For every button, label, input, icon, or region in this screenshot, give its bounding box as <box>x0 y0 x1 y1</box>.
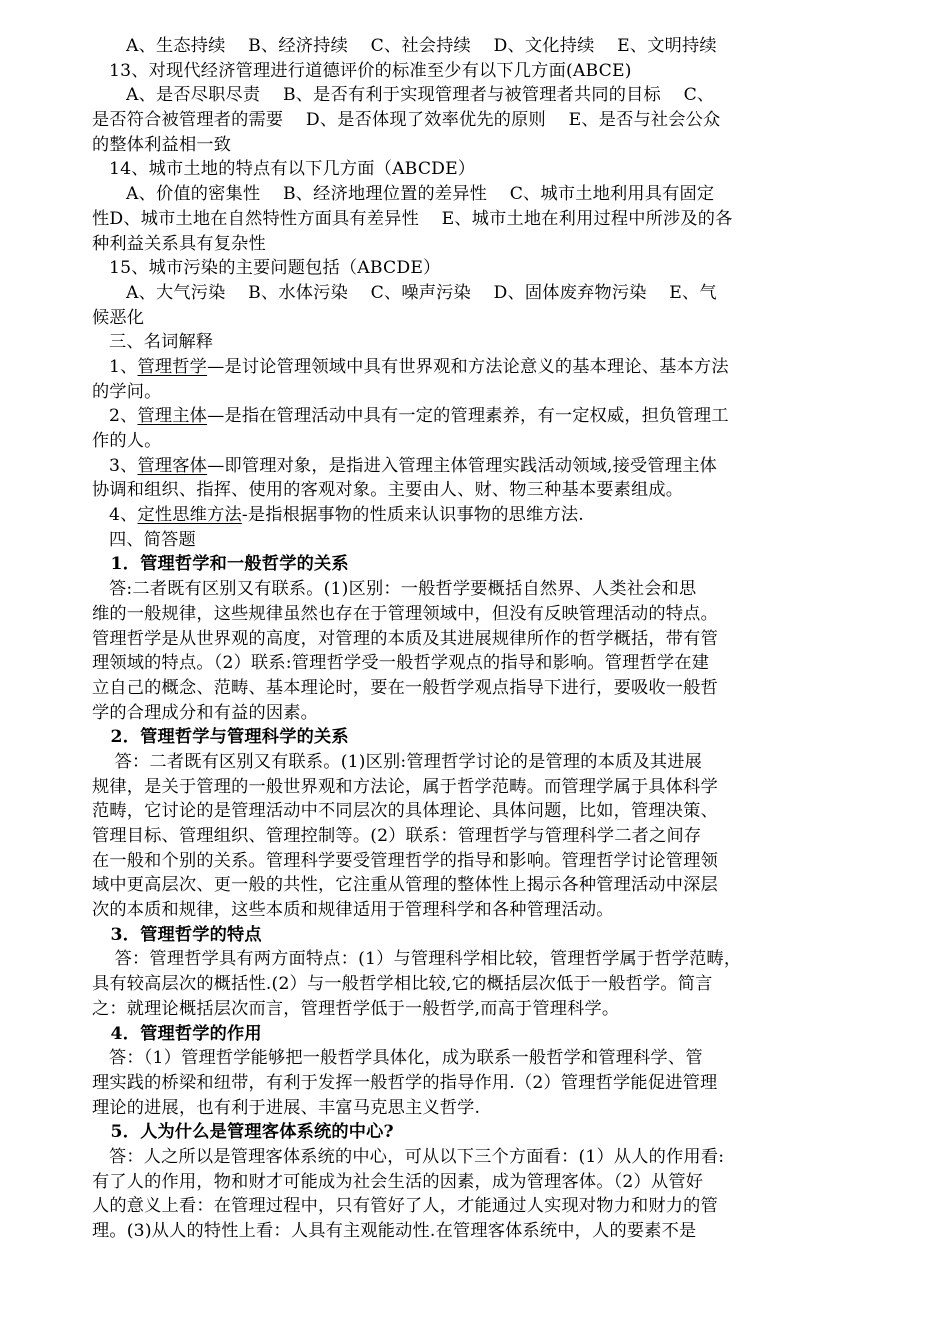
text-line <box>92 1170 907 1195</box>
text-line <box>92 849 907 874</box>
text-line <box>92 454 907 479</box>
line-text: A、大气污染 B、水体污染 C、噪声污染 D、固体废弃物污染 E、气 <box>92 282 717 303</box>
line-text: 之：就理论概括层次而言，管理哲学低于一般哲学,而高于管理科学。 <box>92 998 620 1019</box>
text-line <box>92 1194 907 1219</box>
text-line <box>92 972 907 997</box>
text-line <box>92 873 907 898</box>
text-line <box>92 34 907 59</box>
line-text: 理领域的特点。（2）联系:管理哲学受一般哲学观点的指导和影响。管理哲学在建 <box>92 653 710 674</box>
line-text: 候恶化 <box>92 307 145 328</box>
text-line <box>92 429 907 454</box>
section-heading <box>92 1022 907 1047</box>
line-text: 作的人。 <box>92 431 162 451</box>
line-text: 15、城市污染的主要问题包括（ABCDE） <box>92 258 441 279</box>
text-line <box>92 627 907 652</box>
line-text: 是否符合被管理者的需要 D、是否体现了效率优先的原则 E、是否与社会公众 <box>92 110 721 131</box>
text-line <box>92 997 907 1022</box>
text-line <box>92 1071 907 1096</box>
line-text: 立自己的概念、范畴、基本理论时，要在一般哲学观点指导下进行，要吸收一般哲 <box>92 677 718 698</box>
line-text: 答:二者既有区别又有联系。(1)区别：一般哲学要概括自然界、人类社会和思 <box>92 579 697 600</box>
line-text: 的整体利益相一致 <box>92 134 232 155</box>
text-line <box>92 157 907 182</box>
text-line <box>92 676 907 701</box>
line-text: 2、 <box>92 406 138 427</box>
text-line <box>92 824 907 849</box>
text-line <box>92 108 907 133</box>
definition-text: —即管理对象，是指进入管理主体管理实践活动领域,接受管理主体 <box>207 455 717 476</box>
text-line <box>92 577 907 602</box>
line-text: 具有较高层次的概括性.(2）与一般哲学相比较,它的概括层次低于一般哲学。简言 <box>92 974 713 995</box>
line-text: 的学问。 <box>92 381 162 402</box>
text-line <box>92 256 907 281</box>
line-text: 种利益关系具有复杂性 <box>92 233 266 254</box>
text-line <box>92 281 907 306</box>
section-heading <box>92 1120 907 1145</box>
line-text: 人的意义上看：在管理过程中，只有管好了人，才能通过人实现对物力和财力的管 <box>92 1196 718 1217</box>
text-line <box>92 59 907 84</box>
text-line <box>92 528 907 553</box>
line-text: 4．管理哲学的作用 <box>92 1023 262 1044</box>
line-text: 协调和组织、指挥、使用的客观对象。主要由人、财、物三种基本要素组成。 <box>92 480 684 501</box>
line-text: 三、名词解释 <box>92 332 214 353</box>
line-text: 1．管理哲学和一般哲学的关系 <box>92 554 349 575</box>
line-text: 1、 <box>92 356 138 377</box>
line-text: 3、 <box>92 455 138 476</box>
text-line <box>92 355 907 380</box>
line-text: 3．管理哲学的特点 <box>92 924 262 945</box>
line-text: A、是否尽职尽责 B、是否有利于实现管理者与被管理者共同的目标 C、 <box>92 85 715 106</box>
text-line <box>92 404 907 429</box>
line-text: 14、城市土地的特点有以下几方面（ABCDE） <box>92 159 476 180</box>
line-text: 次的本质和规律，这些本质和规律适用于管理科学和各种管理活动。 <box>92 900 614 921</box>
text-line <box>92 1219 907 1244</box>
text-line <box>92 775 907 800</box>
text-line <box>92 602 907 627</box>
text-line <box>92 947 907 972</box>
text-line <box>92 799 907 824</box>
text-line <box>92 207 907 232</box>
defined-term: 定性思维方法 <box>137 505 242 526</box>
text-line <box>92 330 907 355</box>
defined-term: 管理主体 <box>137 406 208 427</box>
line-text: 性D、城市土地在自然特性方面具有差异性 E、城市土地在利用过程中所涉及的各 <box>92 208 733 229</box>
line-text: 范畴，它讨论的是管理活动中不同层次的具体理论、具体问题，比如，管理决策、 <box>92 801 718 822</box>
text-line <box>92 898 907 923</box>
line-text: 13、对现代经济管理进行道德评价的标准至少有以下几方面(ABCE) <box>92 60 632 81</box>
text-line <box>92 232 907 257</box>
line-text: 理。(3)从人的特性上看：人具有主观能动性.在管理客体系统中，人的要素不是 <box>92 1221 697 1241</box>
text-line <box>92 478 907 503</box>
definition-text: -是指根据事物的性质来认识事物的思维方法. <box>241 505 584 526</box>
defined-term: 管理哲学 <box>137 356 208 377</box>
text-line <box>92 182 907 207</box>
line-text: A、生态持续 B、经济持续 C、社会持续 D、文化持续 E、文明持续 <box>92 36 717 56</box>
text-line <box>92 1145 907 1170</box>
line-text: 规律，是关于管理的一般世界观和方法论，属于哲学范畴。而管理学属于具体科学 <box>92 776 718 797</box>
section-heading <box>92 923 907 948</box>
text-line <box>92 1096 907 1121</box>
line-text: 在一般和个别的关系。管理科学要受管理哲学的指导和影响。管理哲学讨论管理领 <box>92 850 718 871</box>
text-line <box>92 1046 907 1071</box>
line-text: 管理目标、管理组织、管理控制等。(2）联系：管理哲学与管理科学二者之间存 <box>92 826 702 846</box>
line-text: 4、 <box>92 505 138 526</box>
line-text: 域中更高层次、更一般的共性，它注重从管理的整体性上揭示各种管理活动中深层 <box>92 875 718 896</box>
line-text: 理实践的桥梁和纽带，有利于发挥一般哲学的指导作用.（2）管理哲学能促进管理 <box>92 1072 718 1093</box>
line-text: 2．管理哲学与管理科学的关系 <box>92 727 349 748</box>
line-text: 四、简答题 <box>92 529 196 550</box>
text-line <box>92 133 907 158</box>
line-text: 有了人的作用，物和财才可能成为社会生活的因素，成为管理客体。（2）从管好 <box>92 1171 704 1192</box>
text-line <box>92 503 907 528</box>
text-line <box>92 83 907 108</box>
defined-term: 管理客体 <box>137 455 208 476</box>
text-line <box>92 701 907 726</box>
definition-text: —是讨论管理领域中具有世界观和方法论意义的基本理论、基本方法 <box>207 356 729 377</box>
line-text: 管理哲学是从世界观的高度，对管理的本质及其进展规律所作的哲学概括，带有管 <box>92 628 718 649</box>
line-text: 维的一般规律，这些规律虽然也存在于管理领域中，但没有反映管理活动的特点。 <box>92 603 718 624</box>
section-heading <box>92 725 907 750</box>
definition-text: —是指在管理活动中具有一定的管理素养，有一定权威，担负管理工 <box>207 406 729 427</box>
text-line <box>92 750 907 775</box>
text-line <box>92 380 907 405</box>
document-page <box>92 34 907 1244</box>
section-heading <box>92 552 907 577</box>
line-text: 学的合理成分和有益的因素。 <box>92 702 319 723</box>
text-line <box>92 306 907 331</box>
line-text: 答：二者既有区别又有联系。(1)区别:管理哲学讨论的是管理的本质及其进展 <box>92 751 702 772</box>
line-text: 答：（1）管理哲学能够把一般哲学具体化，成为联系一般哲学和管理科学、管 <box>92 1048 703 1069</box>
line-text: 理论的进展，也有利于进展、丰富马克思主义哲学. <box>92 1097 481 1118</box>
line-text: 答：人之所以是管理客体系统的中心，可从以下三个方面看：(1）从人的作用看: <box>92 1146 725 1167</box>
line-text: 5．人为什么是管理客体系统的中心? <box>92 1122 394 1143</box>
line-text: 答：管理哲学具有两方面特点：(1）与管理科学相比较，管理哲学属于哲学范畴， <box>92 949 742 970</box>
text-line <box>92 651 907 676</box>
line-text: A、价值的密集性 B、经济地理位置的差异性 C、城市土地利用具有固定 <box>92 184 715 205</box>
